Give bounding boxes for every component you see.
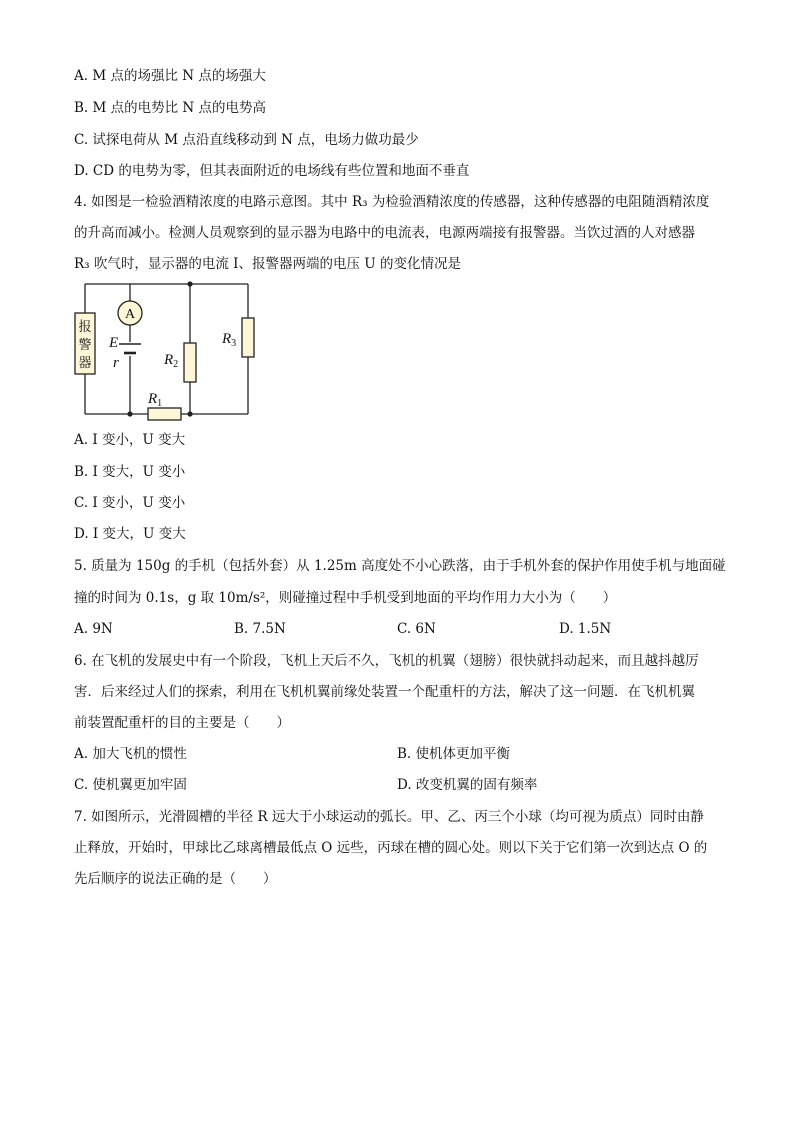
q5-stem-line-1: 5. 质量为 150g 的手机（包括外套）从 1.25m 高度处不小心跌落，由于手机外套的保护作用使手机与地面碰: [74, 558, 726, 574]
alarm-char-1: 报: [78, 319, 92, 334]
alarm-char-3: 器: [78, 355, 92, 370]
q6-option-b: B. 使机体更加平衡: [397, 746, 511, 762]
q4-option-c: C. I 变小，U 变小: [74, 495, 186, 511]
r3-label: $R_3$: [222, 331, 237, 349]
q6-stem-line-1: 6. 在飞机的发展史中有一个阶段，飞机上天后不久，飞机的机翼（翅膀）很快就抖动起来，而且越抖越厉: [74, 653, 699, 669]
q7-stem-line-2: 止释放，开始时，甲球比乙球离槽最低点 O 远些，丙球在槽的圆心处。则以下关于它们第一次到达点 O 的: [74, 840, 708, 856]
q3-option-d: D. CD 的电势为零，但其表面附近的电场线有些位置和地面不垂直: [74, 163, 470, 179]
q5-stem-line-2: 撞的时间为 0.1s，g 取 10m/s²，则碰撞过程中手机受到地面的平均作用力大小为（ ）: [74, 590, 617, 606]
q4-stem-line-1: 4. 如图是一检验酒精浓度的电路示意图。其中 R₃ 为检验酒精浓度的传感器，这种传感器的电阻随酒精浓度: [74, 194, 710, 210]
resistor-r3: [242, 318, 254, 357]
q6-option-c: C. 使机翼更加牢固: [74, 777, 187, 793]
r2-label: $R_2$: [164, 352, 179, 370]
q7-stem-line-3: 先后顺序的说法正确的是（ ）: [74, 871, 277, 887]
q6-option-d: D. 改变机翼的固有频率: [397, 777, 538, 793]
q6-stem-line-2: 害．后来经过人们的探索，利用在飞机机翼前缘处装置一个配重杆的方法，解决了这一问题．在飞机机翼: [74, 684, 695, 700]
r1-label: $R_1$: [148, 391, 163, 409]
emf-label: E: [109, 335, 119, 351]
q6-stem-line-3: 前装置配重杆的目的主要是（ ）: [74, 715, 290, 731]
q5-option-d: D. 1.5N: [559, 621, 612, 637]
alarm-char-2: 警: [78, 337, 92, 352]
q3-option-c: C. 试探电荷从 M 点沿直线移动到 N 点，电场力做功最少: [74, 132, 419, 148]
q5-option-a: A. 9N: [74, 621, 113, 637]
q5-option-b: B. 7.5N: [234, 621, 286, 637]
q4-stem-line-2: 的升高而减小。检测人员观察到的显示器为电路中的电流表，电源两端接有报警器。当饮过酒的人对感器: [74, 225, 695, 241]
ammeter-label: A: [124, 307, 136, 322]
q5-option-c: C. 6N: [397, 621, 436, 637]
resistor-r2: [184, 343, 196, 382]
q4-stem-line-3: R₃ 吹气时，显示器的电流 I、报警器两端的电压 U 的变化情况是: [74, 256, 461, 272]
q3-option-b: B. M 点的电势比 N 点的电势高: [74, 100, 267, 116]
q7-stem-line-1: 7. 如图所示，光滑圆槽的半径 R 远大于小球运动的弧长。甲、乙、丙三个小球（均可视为质点）同时由静: [74, 809, 704, 825]
q4-option-b: B. I 变大，U 变小: [74, 464, 186, 480]
q4-option-d: D. I 变大，U 变大: [74, 526, 186, 542]
q3-option-a: A. M 点的场强比 N 点的场强大: [74, 68, 266, 84]
q4-option-a: A. I 变小，U 变大: [74, 432, 186, 448]
resistor-r1: [148, 408, 181, 420]
q6-option-a: A. 加大飞机的惯性: [74, 746, 187, 762]
circuit-diagram: [60, 278, 270, 423]
internal-resistance-label: r: [113, 355, 119, 371]
